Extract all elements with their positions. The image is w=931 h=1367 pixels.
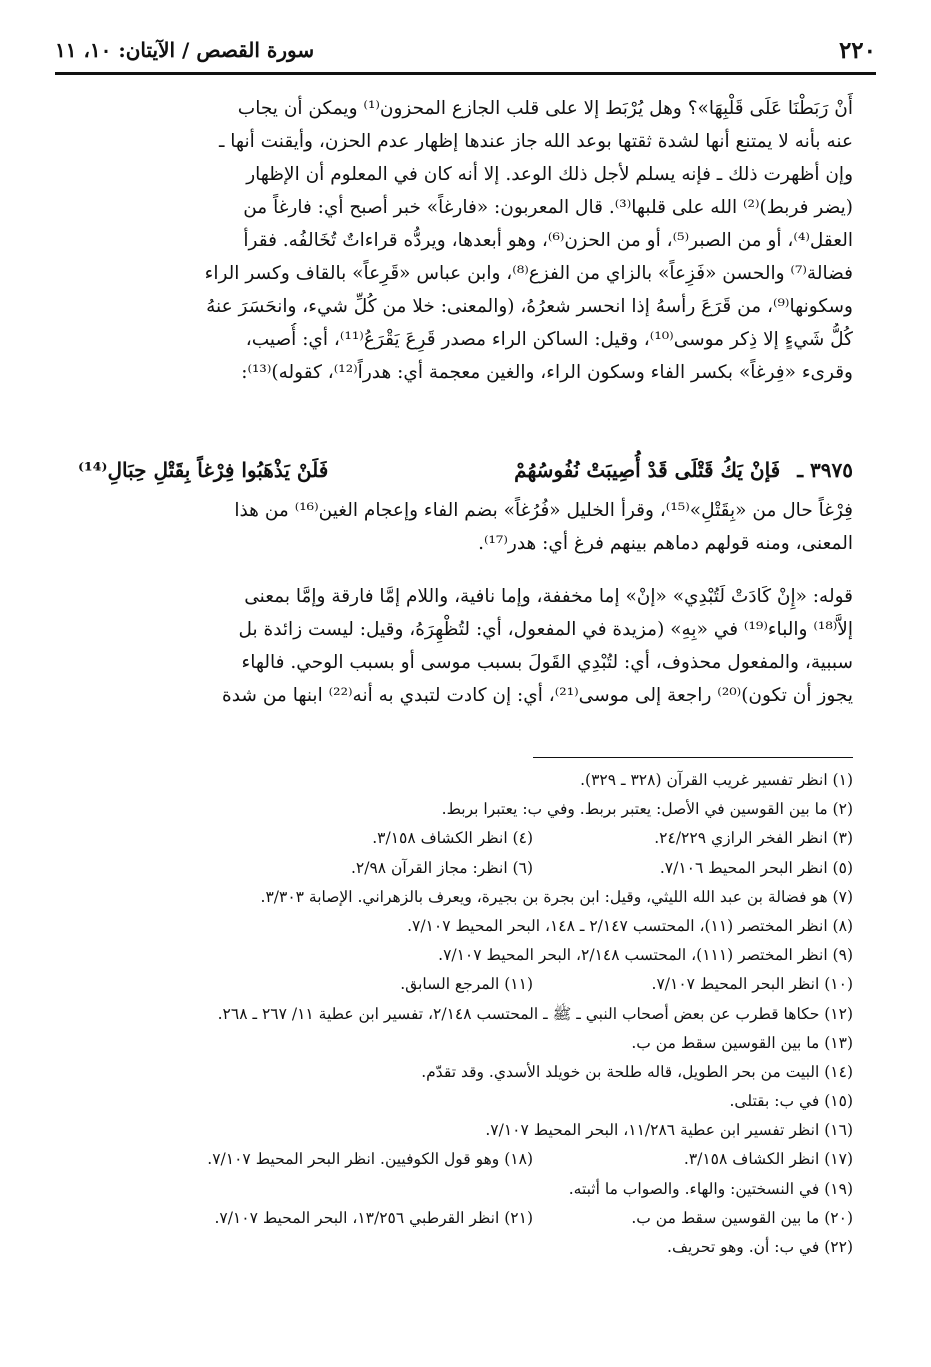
footnote: (٧) هو فضالة بن عبد الله الليثي، وقيل: ابن بجرة بن بجيرة، ويعرف بالزهراني. الإصابة ٣/٣٠٣. [260, 887, 853, 906]
footnote: (١٤) البيت من بحر الطويل، قاله طلحة بن خويلد الأسدي. وقد تقدّم. [421, 1062, 853, 1081]
main-text-paragraph [78, 580, 853, 712]
page-number: ٢٢٠ [838, 36, 876, 64]
text-line: وإن أظهرت ذلك ـ فإنه يسلم لأجل ذلك الوعد. إلا أنه كان في المعلوم أن الإظهار [246, 164, 853, 185]
footnote: (٨) انظر المختصر (١١)، المحتسب ٢/١٤٧ ـ ١٤٨، البحر المحيط ٧/١٠٧. [407, 916, 853, 935]
header-rule [55, 72, 876, 75]
text-line: سببية، والمفعول محذوف، أي: لتُبْدِي القَولَ بسبب موسى أو بسبب الوحي. فالهاء [241, 652, 853, 673]
footnote: (١٠) انظر البحر المحيط ٧/١٠٧. [651, 975, 853, 994]
footnote: (١) انظر تفسير غريب القرآن (٣٢٨ ـ ٣٢٩). [580, 771, 853, 789]
footnote-pair [100, 854, 853, 883]
footnotes [100, 766, 853, 1262]
footnote-pair [100, 970, 853, 999]
text-line: وسكونها⁽⁹⁾، من قَرَعَ رأسهُ إذا انحسر شعرُهُ، (والمعنى: خلا من كُلِّ شيء، وانحَسَرَ عنهُ [206, 296, 853, 317]
verse-hemistich-1: فَإنْ يَكُ قَتْلَى قَدْ أُصِيبَتْ نُفُوسُهُمْ [514, 458, 781, 482]
footnote: (١٧) انظر الكشاف ٣/١٥٨. [683, 1150, 853, 1169]
poetry-verse [78, 454, 853, 486]
page-header [55, 34, 876, 66]
footnote: (٢٠) ما بين القوسين سقط من ب. [631, 1208, 853, 1227]
text-line: وقرىء «فِرغاً» بكسر الفاء وسكون الراء، والغين معجمة أي: هدراً⁽¹²⁾، كقوله)⁽¹³⁾: [241, 362, 853, 383]
verse-first-half [514, 454, 853, 486]
footnote: (٩) انظر المختصر (١١١)، المحتسب ٢/١٤٨، البحر المحيط ٧/١٠٧. [438, 946, 853, 965]
text-line: العقل⁽⁴⁾، أو من الصبر⁽⁵⁾، أو من الحزن⁽⁶⁾، وهو أبعدها، ويردُّه قراءاتٌ تُخَالفُه. فقرأ [243, 230, 853, 251]
footnote: (١٨) وهو قول الكوفيين. انظر البحر المحيط ٧/١٠٧. [207, 1150, 533, 1169]
footnote: (٢١) انظر القرطبي ١٣/٢٥٦، البحر المحيط ٧/١٠٧. [214, 1208, 533, 1227]
footnote: (٢) ما بين القوسين في الأصل: يعتبر بربط. وفي ب: يعتبرا بربط. [441, 800, 853, 819]
text-line: فضالة⁽⁷⁾ والحسن «فَزِعاً» بالزاي من الفزع⁽⁸⁾، وابن عباس «قَرِعاً» بالقاف وكسر الراء [204, 263, 853, 284]
footnote: (٣) انظر الفخر الرازي ٢٤/٢٢٩. [654, 829, 853, 848]
text-line: كُلُّ شَيءٍ إلا ذِكر موسى⁽¹⁰⁾، وقيل: الساكن الراء مصدر قَرِعَ يَقْرَعُ⁽¹¹⁾، أي: أُصيب، [245, 329, 853, 350]
footnote: (١٢) حكاها قطرب عن بعض أصحاب النبي ـ ﷺ ـ المحتسب ٢/١٤٨، تفسير ابن عطية ١١/ ٢٦٧ ـ ٢٦٨. [217, 1004, 853, 1023]
footnote-pair [100, 824, 853, 853]
main-text [78, 92, 853, 389]
text-line: عنه بأنه لا يمتنع أنها لشدة ثقتها بوعد الله جاز عندها إظهار عدم الحزن، وأيقنت أنها ـ [219, 131, 853, 152]
footnote: (١٩) في النسختين: والهاء. والصواب ما أثبته. [568, 1179, 853, 1198]
text-line: المعنى، ومنه قولهم دماهم بينهم فرغ أي: هدر⁽¹⁷⁾. [478, 533, 853, 554]
text-line: أَنْ رَبَطْنَا عَلَى قَلْبِهَا»؟ وهل يُرْبَط إلا على قلب الجازع المحزون⁽¹⁾ ويمكن أن يجاب [237, 98, 853, 119]
main-text-continued [78, 494, 853, 560]
text-line: (يضر فربط)⁽²⁾ الله على قلبها⁽³⁾. قال المعربون: «فارغاً» خبر أصبح أي: فارغاً من [243, 197, 853, 218]
footnote: (١٣) ما بين القوسين سقط من ب. [631, 1033, 853, 1052]
footnote: (٤) انظر الكشاف ٣/١٥٨. [372, 829, 533, 848]
running-title: سورة القصص / الآيتان: ١٠، ١١ [55, 38, 315, 62]
footnote-separator [533, 757, 853, 758]
text-line: فِرْغاً حال من «بِقَتْلِ»⁽¹⁵⁾، وقرأ الخليل «فُرُغاً» بضم الفاء وإعجام الغين⁽¹⁶⁾ من هذا [234, 500, 853, 521]
verse-hemistich-2: فَلَنْ يَذْهَبُوا فِرْغاً بِقَتْلِ حِبَالِ⁽¹⁴⁾ [78, 458, 329, 482]
footnote: (٦) انظر: مجاز القرآن ٢/٩٨. [350, 858, 533, 877]
footnote: (١٦) انظر تفسير ابن عطية ١١/٢٨٦، البحر المحيط ٧/١٠٧. [485, 1121, 853, 1140]
text-line: يجوز أن تكون)⁽²⁰⁾ راجعة إلى موسى⁽²¹⁾، أي: إن كادت لتبدي به أنه⁽²²⁾ ابنها من شدة [222, 685, 853, 706]
footnote: (١١) المرجع السابق. [400, 975, 533, 994]
footnote-pair [100, 1204, 853, 1233]
footnote: (٢٢) في ب: أن. وهو تحريف. [667, 1238, 853, 1256]
text-line: إلاَّ⁽¹⁸⁾ والباء⁽¹⁹⁾ في «بِهِ» (مزيدة في المفعول، أي: لتُظْهِرَهُ، وقيل: ليست زائدة بل [238, 619, 853, 640]
text-line: قوله: «إِنْ كَادَتْ لَتُبْدِي» «إنْ» إما مخففة، وإما نافية، واللام إمَّا فارقة وإمَّا بمعنى [244, 586, 853, 607]
footnote: (١٥) في ب: بقتلى. [729, 1092, 853, 1111]
footnote-pair [100, 1145, 853, 1174]
verse-number: ٣٩٧٥ ـ [797, 458, 853, 482]
footnote: (٥) انظر البحر المحيط ٧/١٠٦. [659, 858, 853, 877]
